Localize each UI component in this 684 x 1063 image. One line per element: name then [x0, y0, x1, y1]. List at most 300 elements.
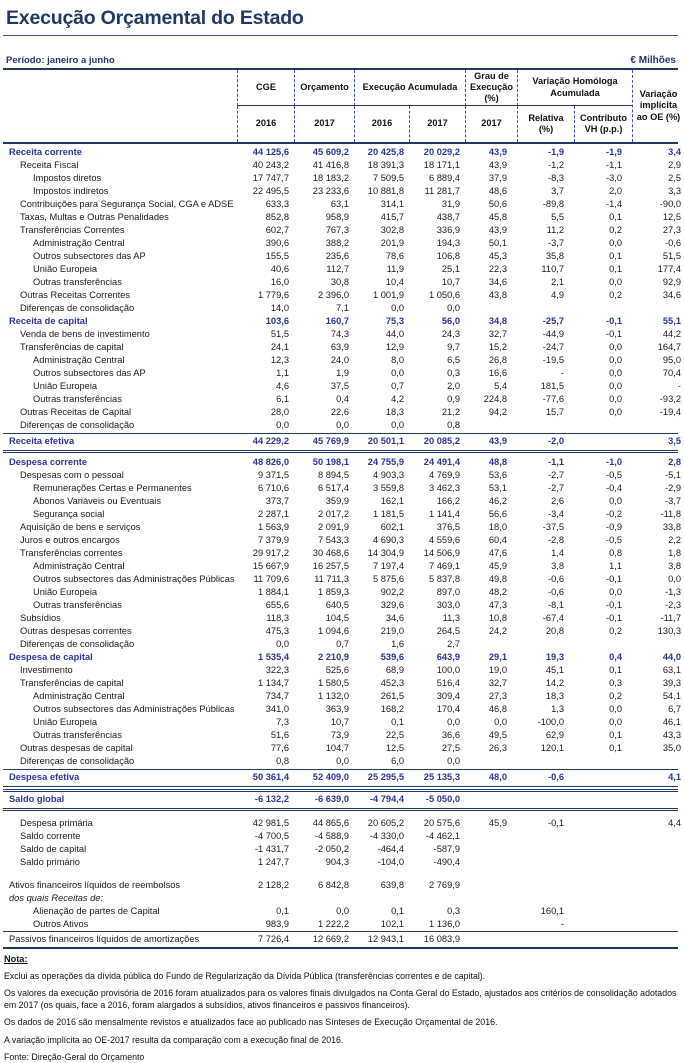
row-value: -5 050,0	[425, 794, 460, 804]
row-value	[465, 638, 517, 651]
row-value: 11 711,3	[314, 574, 349, 584]
row-value	[465, 419, 517, 432]
row-value: 12,3	[270, 355, 289, 365]
table-row	[3, 380, 681, 393]
table-header	[3, 70, 681, 144]
row-label: Outras Receitas Correntes	[20, 290, 131, 300]
row-value: 0,1	[609, 251, 622, 261]
row-value: 6 710,6	[257, 483, 289, 493]
header-empty-cell	[3, 70, 237, 142]
row-value: 112,7	[326, 264, 349, 274]
table-row	[3, 755, 678, 768]
table-row	[3, 817, 681, 830]
period-label: Período: janeiro a junho	[6, 55, 115, 66]
row-value: 0,1	[609, 730, 622, 740]
row-value: 32,7	[488, 678, 507, 688]
note-line: A variação implícita ao OE-2017 resulta da comparação com a execução final de 2016.	[4, 1034, 344, 1045]
row-value: 24,3	[441, 329, 460, 339]
row-value: 958,9	[325, 212, 349, 222]
row-value: 0,0	[391, 368, 404, 378]
row-value: 25 295,5	[367, 772, 404, 782]
row-value: 55,1	[662, 316, 681, 326]
row-value: -8,3	[547, 173, 564, 183]
row-label: Subsídios	[20, 613, 61, 623]
row-label: Saldo primário	[20, 857, 80, 867]
row-value	[632, 755, 684, 768]
row-value: 0,2	[609, 626, 622, 636]
row-value: 655,6	[265, 600, 289, 610]
row-value: 17 747,7	[252, 173, 289, 183]
row-value: 30 468,6	[312, 548, 349, 558]
row-value: 516,4	[436, 678, 460, 688]
row-value: -0,6	[547, 574, 564, 584]
table-row	[3, 354, 681, 367]
row-label: Outras transferências	[33, 730, 122, 740]
row-value: 2,0	[447, 381, 460, 391]
row-value: 329,6	[380, 600, 404, 610]
row-value: 35,0	[662, 743, 681, 753]
row-value: 5,4	[494, 381, 507, 391]
row-value	[632, 932, 684, 947]
row-value: 37,9	[488, 173, 507, 183]
row-value: 29,1	[488, 652, 507, 662]
row-value: 734,7	[265, 691, 289, 701]
row-value	[517, 755, 574, 768]
row-value: -0,2	[605, 509, 622, 519]
row-value: 43,9	[488, 225, 507, 235]
header-contributo-vh: Contributo VH (p.p.)	[574, 106, 632, 142]
table-row	[3, 250, 681, 263]
row-value: 359,9	[325, 496, 349, 506]
row-value: 1 181,5	[372, 509, 404, 519]
table-row	[3, 612, 681, 625]
row-value: 3,7	[551, 186, 564, 196]
row-label: Remunerações Certas e Permanentes	[33, 483, 192, 493]
row-value: 0,2	[609, 691, 622, 701]
row-value: -	[560, 368, 564, 378]
row-value: 44,2	[662, 329, 681, 339]
row-value: 2 396,0	[317, 290, 349, 300]
table-row	[3, 263, 681, 276]
row-value	[574, 932, 632, 947]
row-label: Impostos indiretos	[33, 186, 109, 196]
row-value	[632, 419, 684, 432]
row-label: Administração Central	[33, 238, 125, 248]
row-value: 12 943,1	[367, 934, 404, 944]
row-label: Outras despesas correntes	[20, 626, 132, 636]
row-value: 18,3	[545, 691, 564, 701]
row-value: 2,7	[447, 639, 460, 649]
row-value: 44,0	[385, 329, 404, 339]
row-value: 18 171,1	[423, 160, 460, 170]
row-value: -1,1	[605, 160, 622, 170]
row-value: 10,7	[330, 717, 349, 727]
table-row	[3, 367, 681, 380]
row-value: 767,3	[325, 225, 349, 235]
row-value: 4,2	[391, 394, 404, 404]
period-bar	[3, 55, 678, 70]
row-value: -67,4	[542, 613, 564, 623]
row-value: 20 029,2	[423, 147, 460, 157]
table-row	[3, 433, 681, 453]
table-row	[3, 830, 678, 843]
row-value: 5 837,8	[428, 574, 460, 584]
row-value: 0,3	[447, 368, 460, 378]
table-row	[3, 879, 678, 892]
row-value	[517, 892, 574, 905]
row-value: 0,8	[447, 420, 460, 430]
row-value: 45,8	[488, 212, 507, 222]
row-value: 11 709,6	[253, 574, 289, 584]
row-value: 26,3	[488, 743, 507, 753]
row-value: -24,7	[542, 342, 564, 352]
table-row	[3, 703, 681, 716]
row-value	[517, 830, 574, 843]
row-value: -1,9	[605, 147, 622, 157]
row-value	[632, 830, 684, 843]
row-label: Receita corrente	[9, 147, 82, 157]
row-value	[574, 879, 632, 892]
header-grau-execucao: Grau de Execução (%)	[465, 70, 517, 106]
header-variacao-homologa: Variação Homóloga Acumulada	[517, 70, 632, 106]
row-value: 92,9	[662, 277, 681, 287]
row-value: 4,1	[668, 772, 681, 782]
table-row	[3, 742, 681, 755]
row-value	[632, 918, 684, 931]
row-value: 43,8	[488, 290, 507, 300]
row-label: Administração Central	[33, 355, 125, 365]
row-value	[517, 932, 574, 947]
row-value: 10,4	[385, 277, 404, 287]
row-value: -2,3	[664, 600, 681, 610]
table-row	[3, 482, 681, 495]
row-value: 6,5	[447, 355, 460, 365]
row-value: -4 588,9	[314, 831, 349, 841]
table-row	[3, 276, 681, 289]
row-value: 50,1	[488, 238, 507, 248]
row-value: 314,1	[380, 199, 404, 209]
row-label: Transferências de capital	[20, 342, 124, 352]
row-value: 39,3	[662, 678, 681, 688]
row-value: 26,8	[488, 355, 507, 365]
row-value: 19,0	[488, 665, 507, 675]
row-value: 48,2	[488, 587, 507, 597]
row-value: 63,1	[330, 199, 349, 209]
row-value: 15,7	[545, 407, 564, 417]
row-label: Diferenças de consolidação	[20, 639, 135, 649]
row-value: 7 726,4	[257, 934, 289, 944]
row-value: 1,6	[391, 639, 404, 649]
row-value: -11,7	[660, 613, 681, 623]
table-row	[3, 690, 681, 703]
row-value: 53,1	[488, 483, 507, 493]
row-label: Outras transferências	[33, 277, 122, 287]
row-value: -0,5	[605, 535, 622, 545]
row-value: 0,1	[609, 743, 622, 753]
row-value: 24,0	[330, 355, 349, 365]
row-value: 0,7	[391, 381, 404, 391]
row-value: 0,0	[336, 906, 349, 916]
table-row	[3, 843, 678, 856]
row-value: 341,0	[265, 704, 289, 714]
row-value: 983,9	[265, 919, 289, 929]
row-label: Contribuições para Segurança Social, CGA e ADSE	[20, 199, 234, 209]
row-value: 0,4	[336, 394, 349, 404]
row-value: 264,5	[436, 626, 460, 636]
row-value: 130,3	[657, 626, 681, 636]
row-value: 10,7	[441, 277, 460, 287]
table-row	[3, 341, 681, 354]
row-value: -0,5	[605, 470, 622, 480]
row-value: -2,7	[547, 483, 564, 493]
row-value: -0,1	[605, 316, 622, 326]
row-label: Saldo corrente	[20, 831, 81, 841]
row-value: 6 842,8	[317, 880, 349, 890]
row-label: Juros e outros encargos	[20, 535, 120, 545]
row-value	[574, 302, 632, 315]
row-value: 219,0	[380, 626, 404, 636]
row-value: 19,3	[545, 652, 564, 662]
row-value: 46,1	[662, 717, 681, 727]
row-value	[632, 302, 684, 315]
row-value: 3,8	[551, 561, 564, 571]
row-value: 0,0	[609, 587, 622, 597]
row-value: -1,2	[547, 160, 564, 170]
row-value: 9 371,5	[257, 470, 289, 480]
row-value: 2,1	[551, 277, 564, 287]
row-value: 23 233,6	[312, 186, 349, 196]
row-value: 373,7	[265, 496, 289, 506]
row-value	[465, 905, 517, 918]
row-value: 27,3	[662, 225, 681, 235]
row-value: -3,7	[664, 496, 681, 506]
table-row	[3, 508, 681, 521]
row-value: 2,9	[668, 160, 681, 170]
row-label: Transferências de capital	[20, 678, 124, 688]
row-value: 34,6	[385, 613, 404, 623]
table-row	[3, 315, 681, 328]
row-value: 25,1	[441, 264, 460, 274]
row-value: 0,0	[447, 303, 460, 313]
table-row	[3, 237, 681, 250]
row-value: 388,2	[325, 238, 349, 248]
row-value: 7 509,5	[372, 173, 404, 183]
row-value: -0,1	[605, 600, 622, 610]
row-value: 0,0	[336, 420, 349, 430]
row-label: Saldo de capital	[20, 844, 87, 854]
row-value: 104,5	[325, 613, 349, 623]
row-value: 0,0	[609, 368, 622, 378]
row-value: 34,6	[662, 290, 681, 300]
row-label: Outras despesas de capital	[20, 743, 133, 753]
row-value: 1,1	[276, 368, 289, 378]
row-value	[465, 755, 517, 768]
row-value: -0,1	[605, 574, 622, 584]
row-value: 37,5	[330, 381, 349, 391]
row-value: 0,0	[276, 420, 289, 430]
table-row	[3, 198, 681, 211]
row-value: -1,0	[605, 457, 622, 467]
row-value: 194,3	[436, 238, 460, 248]
row-value: -4 462,1	[425, 831, 460, 841]
row-value: -11,8	[660, 509, 681, 519]
row-label: Ativos financeiros líquidos de reembolsos	[9, 880, 181, 890]
row-value: 7 379,9	[257, 535, 289, 545]
row-value: 1 859,3	[317, 587, 349, 597]
row-value: -1,4	[605, 199, 622, 209]
row-value: 181,5	[540, 381, 564, 391]
row-value: 33,8	[662, 522, 681, 532]
table-row	[3, 599, 681, 612]
row-value: 14 506,9	[423, 548, 460, 558]
row-value: 18,0	[488, 522, 507, 532]
table-row	[3, 521, 681, 534]
row-value: 4 769,9	[428, 470, 460, 480]
row-value: 363,9	[325, 704, 349, 714]
row-value: -6 132,2	[254, 794, 289, 804]
row-value: 16 257,5	[312, 561, 349, 571]
row-value: 1 132,0	[317, 691, 349, 701]
row-value: 43,9	[488, 160, 507, 170]
row-value: -0,1	[605, 613, 622, 623]
row-value	[632, 892, 684, 905]
table-row	[3, 769, 681, 787]
row-value: 177,4	[657, 264, 681, 274]
row-value: 11,9	[386, 264, 404, 274]
row-value: 20 575,6	[423, 818, 460, 828]
row-value	[632, 856, 684, 869]
row-value: 95,0	[662, 355, 681, 365]
row-label: Outros Ativos	[33, 919, 89, 929]
row-value: 0,1	[609, 212, 622, 222]
row-value	[465, 792, 517, 808]
row-label: Alienação de partes de Capital	[33, 906, 160, 916]
row-value	[574, 918, 632, 931]
row-value: 640,5	[325, 600, 349, 610]
row-value	[632, 879, 684, 892]
row-value: 50 198,1	[312, 457, 349, 467]
source-line: Fonte: Direção-Geral do Orçamento	[4, 1052, 145, 1063]
row-value: 22 495,5	[252, 186, 289, 196]
row-value	[237, 892, 294, 905]
table-row	[3, 651, 681, 664]
row-value: 1 580,5	[317, 678, 349, 688]
row-value: 70,4	[662, 368, 681, 378]
row-value: 6,1	[276, 394, 289, 404]
row-value: -2,0	[547, 436, 564, 446]
row-value: 1 136,0	[428, 919, 460, 929]
table-row	[3, 328, 681, 341]
row-value: 2 287,1	[257, 509, 289, 519]
row-value	[574, 638, 632, 651]
row-value: 639,8	[380, 880, 404, 890]
row-value: -100,0	[537, 717, 564, 727]
row-value: 302,8	[380, 225, 404, 235]
row-value: 162,1	[380, 496, 404, 506]
row-value: 0,1	[609, 264, 622, 274]
table-row	[3, 534, 681, 547]
row-value: 2,5	[668, 173, 681, 183]
row-value: -464,4	[377, 844, 404, 854]
row-value	[465, 843, 517, 856]
row-label: Receita Fiscal	[20, 160, 79, 170]
row-value: 1 535,4	[257, 652, 289, 662]
row-value: -104,0	[377, 857, 404, 867]
table-row	[3, 456, 681, 469]
row-value: 77,6	[270, 743, 289, 753]
row-label: Aquisição de bens e serviços	[20, 522, 141, 532]
row-label: União Europeia	[33, 381, 98, 391]
row-value: 452,3	[380, 678, 404, 688]
row-value: 28,0	[270, 407, 289, 417]
row-value	[409, 892, 465, 905]
row-value: 6 889,4	[428, 173, 460, 183]
row-value: 261,5	[380, 691, 404, 701]
row-value: 3,3	[668, 186, 681, 196]
row-label: Taxas, Multas e Outras Penalidades	[20, 212, 169, 222]
note-line: Exclui as operações da dívida pública do Fundo de Regularização da Dívida Pública (transferências correntes e de capital).	[4, 970, 486, 981]
row-label: Despesas com o pessoal	[20, 470, 124, 480]
row-value: 45,3	[488, 251, 507, 261]
row-label: Outros subsectores das AP	[33, 368, 146, 378]
header-cge: CGE	[237, 70, 294, 106]
row-value	[574, 755, 632, 768]
row-value: 160,7	[325, 316, 349, 326]
row-value	[517, 792, 574, 808]
row-value: 0,2	[609, 290, 622, 300]
row-value: 43,9	[488, 436, 507, 446]
units-label: € Milhões	[630, 55, 676, 66]
row-value: 3 559,8	[372, 483, 404, 493]
row-label: Outras Receitas de Capital	[20, 407, 132, 417]
row-value	[465, 879, 517, 892]
row-value: 15 667,9	[252, 561, 289, 571]
row-value: 16 083,9	[423, 934, 460, 944]
row-value: 25 135,3	[423, 772, 460, 782]
row-value: 16,0	[270, 277, 289, 287]
row-value: 11,3	[442, 613, 460, 623]
row-value: 14,0	[270, 303, 289, 313]
row-value: -0,9	[605, 522, 622, 532]
row-value: 48,8	[488, 457, 507, 467]
row-value: 3,8	[668, 561, 681, 571]
row-value	[574, 770, 632, 786]
row-value: 20 605,2	[367, 818, 404, 828]
row-value: 120,1	[540, 743, 564, 753]
row-value: 27,3	[488, 691, 507, 701]
row-value: 12 669,2	[312, 934, 349, 944]
header-year-orcamento: 2017	[294, 106, 354, 142]
row-label: Receita de capital	[9, 316, 88, 326]
row-value: 15,2	[488, 342, 507, 352]
row-value: 54,1	[662, 691, 681, 701]
row-label: Diferenças de consolidação	[20, 756, 135, 766]
row-value	[517, 879, 574, 892]
row-value: 6,7	[668, 704, 681, 714]
note-line: Os dados de 2016 são mensalmente revistos e atualizados face ao publicado nas Sínteses de Execução Orçamental de 2016.	[4, 1017, 498, 1028]
row-value: 164,7	[657, 342, 681, 352]
row-value: 602,7	[265, 225, 289, 235]
row-value: 602,1	[380, 522, 404, 532]
row-value: 0,0	[609, 407, 622, 417]
row-value: -3,7	[547, 238, 564, 248]
table-row	[3, 211, 681, 224]
row-value: 44 125,6	[252, 147, 289, 157]
row-value	[574, 905, 632, 918]
row-value: 100,0	[436, 665, 460, 675]
row-label: dos quais Receitas de:	[9, 893, 104, 903]
table-row	[3, 547, 681, 560]
